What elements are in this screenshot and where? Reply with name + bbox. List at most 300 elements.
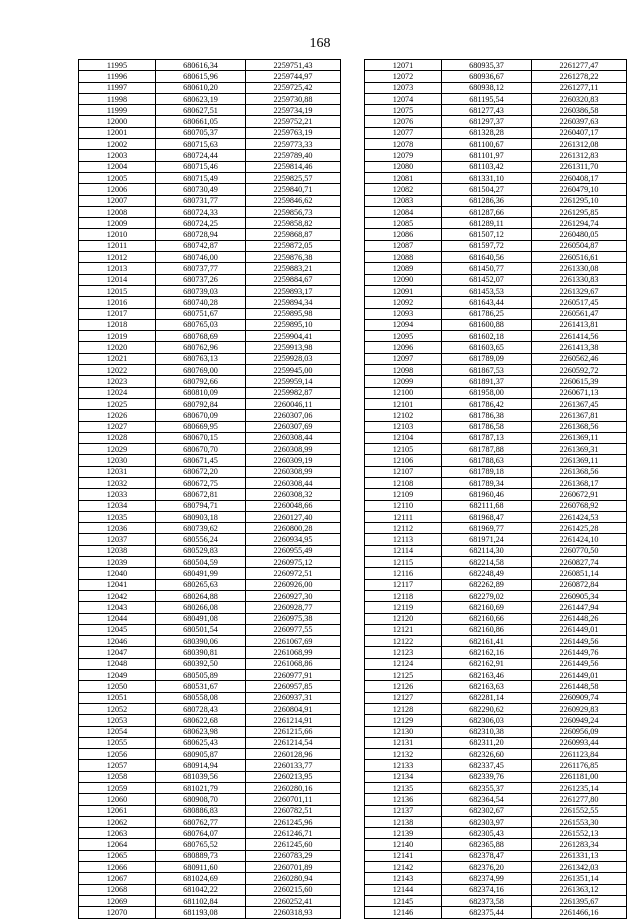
x-coordinate-cell: 681297,37 (442, 116, 532, 127)
y-coordinate-cell: 2260993,44 (532, 737, 627, 748)
y-coordinate-cell: 2259825,57 (246, 172, 341, 183)
x-coordinate-cell: 680792,66 (156, 376, 246, 387)
y-coordinate-cell: 2261363,12 (532, 884, 627, 895)
table-row (365, 297, 627, 308)
point-id-cell: 12043 (79, 602, 156, 613)
x-coordinate-cell: 682160,86 (442, 624, 532, 635)
x-coordinate-cell: 680905,87 (156, 749, 246, 760)
y-coordinate-cell: 2261369,31 (532, 444, 627, 455)
table-row (79, 150, 341, 161)
point-id-cell: 12027 (79, 421, 156, 432)
y-coordinate-cell: 2260851,14 (532, 568, 627, 579)
x-coordinate-cell: 681597,72 (442, 240, 532, 251)
point-id-cell: 12122 (365, 636, 442, 647)
table-row (79, 319, 341, 330)
x-coordinate-cell: 681602,18 (442, 331, 532, 342)
y-coordinate-cell: 2260308,44 (246, 477, 341, 488)
y-coordinate-cell: 2259876,38 (246, 252, 341, 263)
y-coordinate-cell: 2259959,14 (246, 376, 341, 387)
x-coordinate-cell: 680742,87 (156, 240, 246, 251)
table-row (365, 726, 627, 737)
table-row (365, 895, 627, 906)
table-row (365, 218, 627, 229)
y-coordinate-cell: 2260308,99 (246, 466, 341, 477)
x-coordinate-cell: 681331,10 (442, 172, 532, 183)
point-id-cell: 12117 (365, 579, 442, 590)
y-coordinate-cell: 2260280,94 (246, 873, 341, 884)
y-coordinate-cell: 2260320,83 (532, 93, 627, 104)
x-coordinate-cell: 680731,77 (156, 195, 246, 206)
y-coordinate-cell: 2261395,67 (532, 895, 627, 906)
y-coordinate-cell: 2261295,10 (532, 195, 627, 206)
table-row (365, 579, 627, 590)
y-coordinate-cell: 2261245,60 (246, 839, 341, 850)
point-id-cell: 11996 (79, 71, 156, 82)
table-row (365, 873, 627, 884)
point-id-cell: 12032 (79, 477, 156, 488)
x-coordinate-cell: 682161,41 (442, 636, 532, 647)
y-coordinate-cell: 2260127,40 (246, 511, 341, 522)
table-row (365, 466, 627, 477)
point-id-cell: 12115 (365, 557, 442, 568)
table-row (365, 568, 627, 579)
x-coordinate-cell: 680266,08 (156, 602, 246, 613)
y-coordinate-cell: 2261447,94 (532, 602, 627, 613)
y-coordinate-cell: 2259725,42 (246, 82, 341, 93)
point-id-cell: 12132 (365, 749, 442, 760)
x-coordinate-cell: 680739,62 (156, 523, 246, 534)
point-id-cell: 12144 (365, 884, 442, 895)
point-id-cell: 12072 (365, 71, 442, 82)
point-id-cell: 12065 (79, 850, 156, 861)
x-coordinate-cell: 680724,33 (156, 206, 246, 217)
point-id-cell: 12003 (79, 150, 156, 161)
table-row (365, 511, 627, 522)
table-row (79, 331, 341, 342)
x-coordinate-cell: 682160,66 (442, 613, 532, 624)
point-id-cell: 12119 (365, 602, 442, 613)
x-coordinate-cell: 682378,47 (442, 850, 532, 861)
table-row (365, 647, 627, 658)
table-row (79, 376, 341, 387)
x-coordinate-cell: 680491,08 (156, 613, 246, 624)
x-coordinate-cell: 681969,77 (442, 523, 532, 534)
table-row (79, 703, 341, 714)
y-coordinate-cell: 2261123,84 (532, 749, 627, 760)
x-coordinate-cell: 681789,34 (442, 477, 532, 488)
table-row (365, 534, 627, 545)
x-coordinate-cell: 681286,36 (442, 195, 532, 206)
table-row (79, 907, 341, 918)
point-id-cell: 12004 (79, 161, 156, 172)
y-coordinate-cell: 2260701,11 (246, 794, 341, 805)
x-coordinate-cell: 680670,09 (156, 410, 246, 421)
table-row (79, 500, 341, 511)
y-coordinate-cell: 2259913,98 (246, 342, 341, 353)
table-row (365, 184, 627, 195)
point-id-cell: 12096 (365, 342, 442, 353)
y-coordinate-cell: 2260972,51 (246, 568, 341, 579)
y-coordinate-cell: 2260671,13 (532, 387, 627, 398)
x-coordinate-cell: 682311,20 (442, 737, 532, 748)
y-coordinate-cell: 2261181,00 (532, 771, 627, 782)
table-row (365, 376, 627, 387)
point-id-cell: 12071 (365, 60, 442, 71)
table-row (79, 670, 341, 681)
table-row (365, 421, 627, 432)
table-row (79, 365, 341, 376)
x-coordinate-cell: 682365,88 (442, 839, 532, 850)
point-id-cell: 12048 (79, 658, 156, 669)
y-coordinate-cell: 2260701,89 (246, 862, 341, 873)
point-id-cell: 11999 (79, 105, 156, 116)
table-row (365, 285, 627, 296)
y-coordinate-cell: 2260783,29 (246, 850, 341, 861)
point-id-cell: 12030 (79, 455, 156, 466)
point-id-cell: 12104 (365, 432, 442, 443)
table-row (79, 749, 341, 760)
x-coordinate-cell: 681789,18 (442, 466, 532, 477)
table-row (365, 681, 627, 692)
table-row (79, 82, 341, 93)
point-id-cell: 12106 (365, 455, 442, 466)
point-id-cell: 12137 (365, 805, 442, 816)
point-id-cell: 12131 (365, 737, 442, 748)
table-row (79, 489, 341, 500)
x-coordinate-cell: 680935,37 (442, 60, 532, 71)
point-id-cell: 12098 (365, 365, 442, 376)
point-id-cell: 12015 (79, 285, 156, 296)
y-coordinate-cell: 2260927,30 (246, 590, 341, 601)
point-id-cell: 12060 (79, 794, 156, 805)
point-id-cell: 12000 (79, 116, 156, 127)
table-row (79, 60, 341, 71)
point-id-cell: 12050 (79, 681, 156, 692)
point-id-cell: 12011 (79, 240, 156, 251)
y-coordinate-cell: 2260975,38 (246, 613, 341, 624)
point-id-cell: 12057 (79, 760, 156, 771)
y-coordinate-cell: 2260928,77 (246, 602, 341, 613)
point-id-cell: 12036 (79, 523, 156, 534)
x-coordinate-cell: 681102,84 (156, 895, 246, 906)
table-row (79, 850, 341, 861)
y-coordinate-cell: 2261368,17 (532, 477, 627, 488)
y-coordinate-cell: 2261067,69 (246, 636, 341, 647)
point-id-cell: 12088 (365, 252, 442, 263)
table-row (365, 545, 627, 556)
point-id-cell: 12094 (365, 319, 442, 330)
x-coordinate-cell: 680505,89 (156, 670, 246, 681)
table-row (79, 545, 341, 556)
table-row (79, 873, 341, 884)
x-coordinate-cell: 681958,00 (442, 387, 532, 398)
table-row (365, 172, 627, 183)
table-row (365, 139, 627, 150)
x-coordinate-cell: 680669,95 (156, 421, 246, 432)
point-id-cell: 11997 (79, 82, 156, 93)
x-coordinate-cell: 680911,60 (156, 862, 246, 873)
table-row (365, 116, 627, 127)
table-row (79, 726, 341, 737)
table-row (365, 455, 627, 466)
table-row (79, 613, 341, 624)
y-coordinate-cell: 2261215,66 (246, 726, 341, 737)
table-row (365, 839, 627, 850)
y-coordinate-cell: 2260827,74 (532, 557, 627, 568)
y-coordinate-cell: 2261449,76 (532, 647, 627, 658)
x-coordinate-cell: 681971,24 (442, 534, 532, 545)
point-id-cell: 12059 (79, 783, 156, 794)
y-coordinate-cell: 2261312,08 (532, 139, 627, 150)
x-coordinate-cell: 680762,77 (156, 816, 246, 827)
table-row (365, 60, 627, 71)
point-id-cell: 12035 (79, 511, 156, 522)
y-coordinate-cell: 2261367,45 (532, 398, 627, 409)
table-row (365, 500, 627, 511)
x-coordinate-cell: 680504,59 (156, 557, 246, 568)
table-row (79, 342, 341, 353)
y-coordinate-cell: 2260909,74 (532, 692, 627, 703)
point-id-cell: 12100 (365, 387, 442, 398)
point-id-cell: 12051 (79, 692, 156, 703)
x-coordinate-cell: 682373,58 (442, 895, 532, 906)
x-coordinate-cell: 680671,45 (156, 455, 246, 466)
table-row (365, 783, 627, 794)
y-coordinate-cell: 2260768,92 (532, 500, 627, 511)
table-row (79, 263, 341, 274)
x-coordinate-cell: 680610,20 (156, 82, 246, 93)
y-coordinate-cell: 2260934,95 (246, 534, 341, 545)
point-id-cell: 12037 (79, 534, 156, 545)
x-coordinate-cell: 681289,11 (442, 218, 532, 229)
point-id-cell: 12019 (79, 331, 156, 342)
point-id-cell: 12005 (79, 172, 156, 183)
y-coordinate-cell: 2260956,09 (532, 726, 627, 737)
y-coordinate-cell: 2260592,72 (532, 365, 627, 376)
y-coordinate-cell: 2260929,83 (532, 703, 627, 714)
table-row (79, 218, 341, 229)
y-coordinate-cell: 2259856,73 (246, 206, 341, 217)
point-id-cell: 12022 (79, 365, 156, 376)
x-coordinate-cell: 682302,67 (442, 805, 532, 816)
table-row (365, 794, 627, 805)
x-coordinate-cell: 681786,42 (442, 398, 532, 409)
y-coordinate-cell: 2260133,77 (246, 760, 341, 771)
y-coordinate-cell: 2259858,82 (246, 218, 341, 229)
x-coordinate-cell: 680739,03 (156, 285, 246, 296)
table-row (79, 240, 341, 251)
point-id-cell: 12061 (79, 805, 156, 816)
table-row (79, 636, 341, 647)
table-row (365, 229, 627, 240)
table-row (365, 613, 627, 624)
y-coordinate-cell: 2260280,16 (246, 783, 341, 794)
point-id-cell: 12080 (365, 161, 442, 172)
table-row (365, 771, 627, 782)
point-id-cell: 12084 (365, 206, 442, 217)
table-row (365, 432, 627, 443)
y-coordinate-cell: 2259982,87 (246, 387, 341, 398)
table-row (365, 737, 627, 748)
table-row (79, 297, 341, 308)
x-coordinate-cell: 680730,49 (156, 184, 246, 195)
point-id-cell: 12120 (365, 613, 442, 624)
table-row (79, 353, 341, 364)
table-row (365, 71, 627, 82)
table-row (365, 342, 627, 353)
x-coordinate-cell: 682290,62 (442, 703, 532, 714)
point-id-cell: 12026 (79, 410, 156, 421)
point-id-cell: 12146 (365, 907, 442, 918)
y-coordinate-cell: 2259730,88 (246, 93, 341, 104)
x-coordinate-cell: 681640,56 (442, 252, 532, 263)
y-coordinate-cell: 2259763,19 (246, 127, 341, 138)
point-id-cell: 12113 (365, 534, 442, 545)
point-id-cell: 12126 (365, 681, 442, 692)
y-coordinate-cell: 2261369,11 (532, 455, 627, 466)
y-coordinate-cell: 2259840,71 (246, 184, 341, 195)
y-coordinate-cell: 2261245,96 (246, 816, 341, 827)
y-coordinate-cell: 2261552,55 (532, 805, 627, 816)
y-coordinate-cell: 2259734,19 (246, 105, 341, 116)
x-coordinate-cell: 681787,13 (442, 432, 532, 443)
table-row (79, 432, 341, 443)
table-row (365, 331, 627, 342)
x-coordinate-cell: 680627,51 (156, 105, 246, 116)
point-id-cell: 12145 (365, 895, 442, 906)
y-coordinate-cell: 2261331,13 (532, 850, 627, 861)
point-id-cell: 12140 (365, 839, 442, 850)
x-coordinate-cell: 682162,91 (442, 658, 532, 669)
point-id-cell: 12063 (79, 828, 156, 839)
point-id-cell: 12102 (365, 410, 442, 421)
y-coordinate-cell: 2260955,49 (246, 545, 341, 556)
table-row (79, 172, 341, 183)
point-id-cell: 12041 (79, 579, 156, 590)
y-coordinate-cell: 2260782,51 (246, 805, 341, 816)
x-coordinate-cell: 680670,15 (156, 432, 246, 443)
x-coordinate-cell: 681600,88 (442, 319, 532, 330)
point-id-cell: 12087 (365, 240, 442, 251)
y-coordinate-cell: 2261466,16 (532, 907, 627, 918)
point-id-cell: 12086 (365, 229, 442, 240)
x-coordinate-cell: 682214,58 (442, 557, 532, 568)
y-coordinate-cell: 2260977,55 (246, 624, 341, 635)
table-row (79, 602, 341, 613)
x-coordinate-cell: 680390,06 (156, 636, 246, 647)
x-coordinate-cell: 680392,50 (156, 658, 246, 669)
x-coordinate-cell: 680914,94 (156, 760, 246, 771)
table-row (365, 884, 627, 895)
table-row (79, 184, 341, 195)
point-id-cell: 12064 (79, 839, 156, 850)
table-row (365, 150, 627, 161)
point-id-cell: 12056 (79, 749, 156, 760)
point-id-cell: 12081 (365, 172, 442, 183)
point-id-cell: 12085 (365, 218, 442, 229)
x-coordinate-cell: 680728,43 (156, 703, 246, 714)
x-coordinate-cell: 681786,58 (442, 421, 532, 432)
coordinates-table-left (78, 59, 341, 919)
x-coordinate-cell: 681193,08 (156, 907, 246, 918)
y-coordinate-cell: 2261368,56 (532, 466, 627, 477)
point-id-cell: 12016 (79, 297, 156, 308)
table-row (365, 658, 627, 669)
table-row (365, 82, 627, 93)
table-row (79, 477, 341, 488)
point-id-cell: 12091 (365, 285, 442, 296)
point-id-cell: 12058 (79, 771, 156, 782)
x-coordinate-cell: 681787,88 (442, 444, 532, 455)
y-coordinate-cell: 2259773,33 (246, 139, 341, 150)
x-coordinate-cell: 680615,96 (156, 71, 246, 82)
table-row (79, 534, 341, 545)
table-row (79, 455, 341, 466)
y-coordinate-cell: 2259945,00 (246, 365, 341, 376)
y-coordinate-cell: 2261214,54 (246, 737, 341, 748)
y-coordinate-cell: 2261449,56 (532, 636, 627, 647)
x-coordinate-cell: 680746,00 (156, 252, 246, 263)
table-row (79, 839, 341, 850)
point-id-cell: 12125 (365, 670, 442, 681)
table-row (79, 715, 341, 726)
table-row (79, 466, 341, 477)
point-id-cell: 12062 (79, 816, 156, 827)
table-row (365, 828, 627, 839)
table-row (365, 353, 627, 364)
table-row (365, 477, 627, 488)
x-coordinate-cell: 682326,60 (442, 749, 532, 760)
x-coordinate-cell: 680715,46 (156, 161, 246, 172)
y-coordinate-cell: 2261414,56 (532, 331, 627, 342)
table-row (79, 681, 341, 692)
coordinates-table-right (364, 59, 627, 919)
y-coordinate-cell: 2260048,66 (246, 500, 341, 511)
point-id-cell: 12116 (365, 568, 442, 579)
x-coordinate-cell: 680768,69 (156, 331, 246, 342)
table-row (79, 862, 341, 873)
y-coordinate-cell: 2261424,53 (532, 511, 627, 522)
x-coordinate-cell: 680903,18 (156, 511, 246, 522)
y-coordinate-cell: 2260307,06 (246, 410, 341, 421)
y-coordinate-cell: 2259895,98 (246, 308, 341, 319)
y-coordinate-cell: 2259928,03 (246, 353, 341, 364)
x-coordinate-cell: 680623,98 (156, 726, 246, 737)
x-coordinate-cell: 681867,53 (442, 365, 532, 376)
table-row (365, 252, 627, 263)
point-id-cell: 12133 (365, 760, 442, 771)
y-coordinate-cell: 2260215,60 (246, 884, 341, 895)
table-row (79, 658, 341, 669)
y-coordinate-cell: 2261235,14 (532, 783, 627, 794)
point-id-cell: 12046 (79, 636, 156, 647)
x-coordinate-cell: 681504,27 (442, 184, 532, 195)
table-row (365, 127, 627, 138)
y-coordinate-cell: 2260977,91 (246, 670, 341, 681)
y-coordinate-cell: 2260517,45 (532, 297, 627, 308)
x-coordinate-cell: 680661,05 (156, 116, 246, 127)
point-id-cell: 12029 (79, 444, 156, 455)
x-coordinate-cell: 682375,44 (442, 907, 532, 918)
y-coordinate-cell: 2260307,69 (246, 421, 341, 432)
table-row (365, 624, 627, 635)
x-coordinate-cell: 681100,67 (442, 139, 532, 150)
x-coordinate-cell: 680889,73 (156, 850, 246, 861)
x-coordinate-cell: 680724,25 (156, 218, 246, 229)
y-coordinate-cell: 2261277,47 (532, 60, 627, 71)
point-id-cell: 12033 (79, 489, 156, 500)
x-coordinate-cell: 681786,38 (442, 410, 532, 421)
